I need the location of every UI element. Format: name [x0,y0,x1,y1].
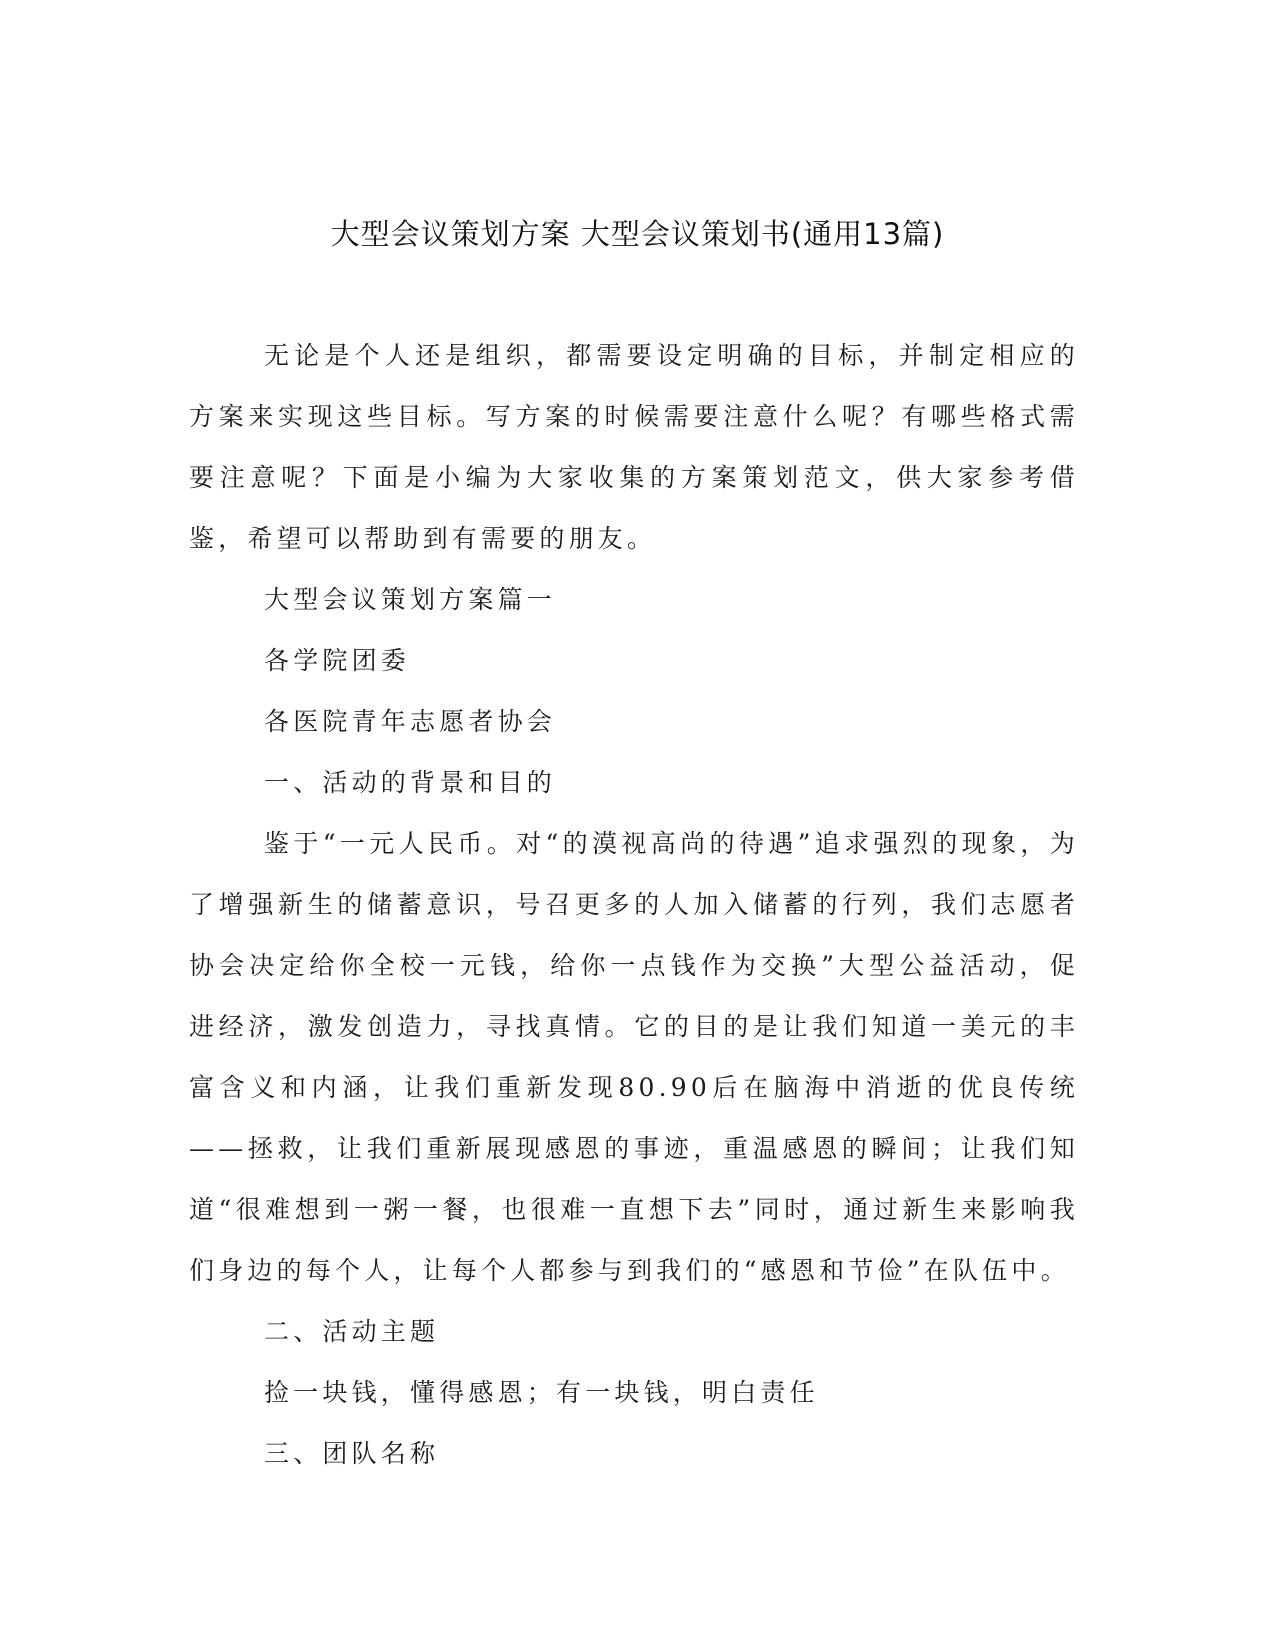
background-paragraph: 鉴于“一元人民币。对“的漠视高尚的待遇”追求强烈的现象，为了增强新生的储蓄意识，号召更多的人加入储蓄的行列，我们志愿者协会决定给你全校一元钱，给你一点钱作为交换”大型公益活动，促进经济，激发创造力，寻找真情。它的目的是让我们知道一美元的丰富含义和内涵，让我们重新发现80.90后在脑海中消逝的优良传统——拯救，让我们重新展现感恩的事迹，重温感恩的瞬间；让我们知道“很难想到一粥一餐，也很难一直想下去”同时，通过新生来影响我们身边的每个人，让每个人都参与到我们的“感恩和节俭”在队伍中。 [189,829,1079,1285]
heading-team-name: 三、团队名称 [264,1439,440,1468]
heading-background-purpose: 一、活动的背景和目的 [264,768,557,797]
heading-activity-theme: 二、活动主题 [264,1317,440,1346]
recipient-line-hospitals: 各医院青年志愿者协会 [264,707,557,736]
section-title-part-one: 大型会议策划方案篇一 [264,585,557,614]
document-title: 大型会议策划方案 大型会议策划书(通用13篇) [330,217,945,251]
activity-theme-text: 捡一块钱，懂得感恩；有一块钱，明白责任 [264,1378,819,1407]
recipient-line-colleges: 各学院团委 [264,646,411,675]
document-body [189,325,1079,1484]
intro-paragraph: 无论是个人还是组织，都需要设定明确的目标，并制定相应的方案来实现这些目标。写方案的时候需要注意什么呢？有哪些格式需要注意呢？下面是小编为大家收集的方案策划范文，供大家参考借鉴，希望可以帮助到有需要的朋友。 [189,341,1079,553]
